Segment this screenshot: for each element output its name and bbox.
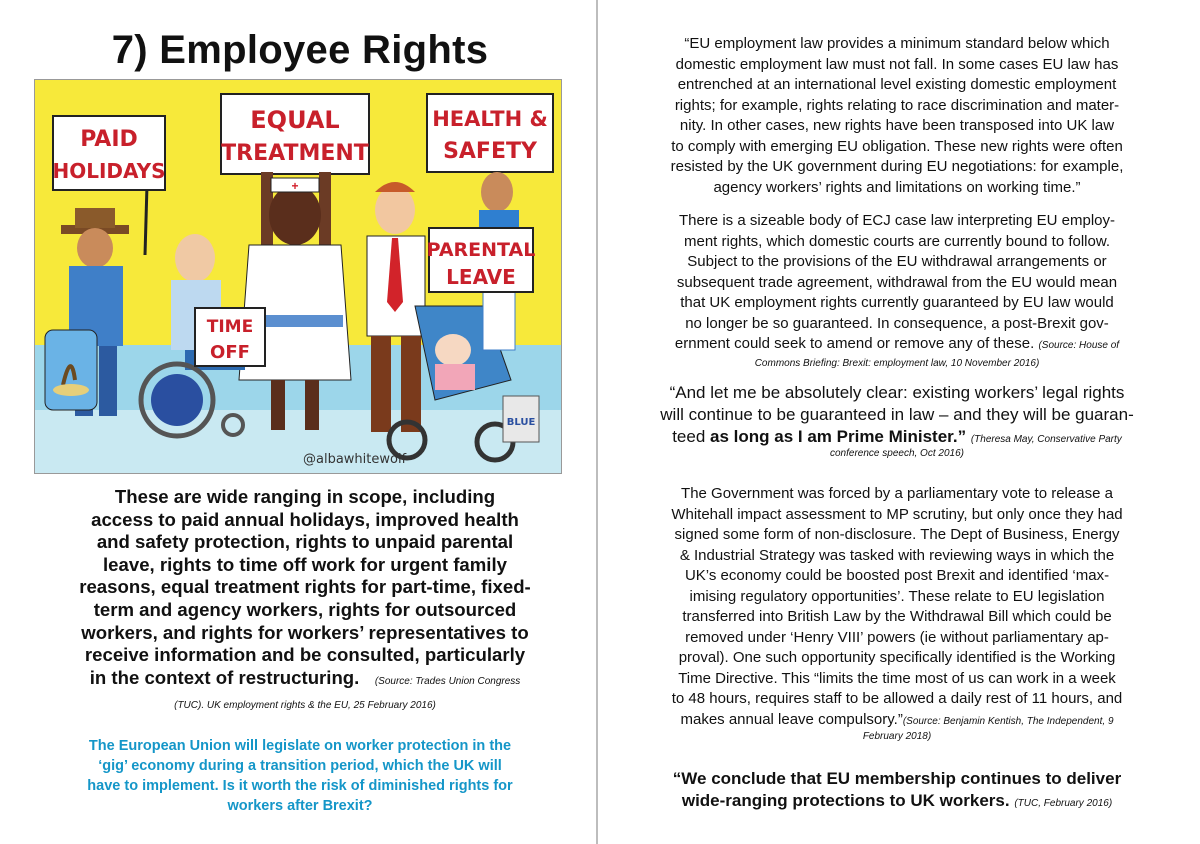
text-line: Whitehall impact assessment to MP scrutiny, but only once they had bbox=[671, 505, 1123, 523]
page-title: 7) Employee Rights bbox=[111, 28, 489, 72]
text-line: transferred into British Law by the Withdrawal Bill which could be bbox=[682, 608, 1112, 625]
text-line: as long as I am Prime Minister.” bbox=[710, 427, 967, 446]
commons-source-line2: Commons Briefing: Brexit: employment law, 10 November 2016) bbox=[754, 358, 1040, 369]
text-line: HOLIDAYS bbox=[52, 159, 166, 183]
left-source-line2: (TUC). UK employment rights & the EU, 25 February 2016) bbox=[174, 700, 436, 711]
text-line: reasons, equal treatment rights for part-time, fixed- bbox=[79, 576, 531, 598]
left-question bbox=[38, 736, 562, 816]
text-line: removed under ‘Henry VIII’ powers (ie without parliamentary ap- bbox=[685, 628, 1109, 646]
whitehall-assessment-paragraph bbox=[622, 484, 1172, 732]
text-line: OFF bbox=[210, 342, 250, 363]
paint-tin bbox=[503, 396, 539, 442]
text-line: EQUAL bbox=[250, 106, 340, 134]
text-line: Time Directive. This “limits the time most of us can work in a week bbox=[678, 669, 1116, 687]
tuc-source: (TUC, February 2016) bbox=[1014, 798, 1113, 809]
text-line: teed bbox=[672, 427, 706, 446]
text-line: ernment could seek to amend or remove any of these. bbox=[674, 335, 1035, 352]
text-line: in the context of restructuring. bbox=[89, 666, 360, 688]
text-line: These are wide ranging in scope, including bbox=[114, 486, 496, 507]
text-line: workers, and rights for workers’ representatives to bbox=[81, 621, 529, 643]
text-line: “EU employment law provides a minimum standard below which bbox=[684, 35, 1110, 52]
text-line: UK’s economy could be boosted post Brexit and identified ‘max- bbox=[684, 567, 1110, 584]
text-line: PARENTAL bbox=[426, 239, 536, 261]
text-line: domestic employment law must not fall. In some cases EU law has bbox=[675, 55, 1119, 73]
text-line: proval). One such opportunity specifically identified is the Working bbox=[678, 649, 1116, 666]
text-line: LEAVE bbox=[446, 265, 516, 289]
text-line: There is a sizeable body of ECJ case law interpreting EU employ- bbox=[678, 212, 1116, 229]
text-line: entrenched at an international level existing domestic employment bbox=[677, 76, 1117, 93]
text-line: subsequent trade agreement, withdrawal from the EU would mean bbox=[676, 273, 1118, 291]
text-line: SAFETY bbox=[443, 139, 537, 164]
eu-law-quote bbox=[622, 34, 1172, 198]
text-line: ‘gig’ economy during a transition period, which the UK will bbox=[98, 758, 502, 774]
text-line: to comply with emerging EU obligation. These new rights were often bbox=[671, 137, 1123, 155]
may-source-line2: conference speech, Oct 2016) bbox=[830, 448, 964, 459]
text-line: TIME bbox=[206, 317, 254, 337]
independent-source-inline: (Source: Benjamin Kentish, The Independent, 9 bbox=[902, 715, 1114, 727]
text-line: The European Union will legislate on worker protection in the bbox=[88, 738, 512, 754]
text-line: nity. In other cases, new rights have been transposed into UK law bbox=[679, 117, 1115, 134]
text-line: BLUE bbox=[506, 417, 536, 428]
text-line: signed some form of non-disclosure. The Dept of Business, Energy bbox=[674, 526, 1120, 543]
text-line: “And let me be absolutely clear: existing workers’ legal rights bbox=[669, 383, 1125, 402]
text-line: no longer be so guaranteed. In consequence, a post-Brexit gov- bbox=[685, 314, 1109, 332]
ecj-case-law-paragraph bbox=[622, 211, 1172, 357]
text-line: “We conclude that EU membership continues to deliver bbox=[672, 769, 1122, 788]
text-line: Subject to the provisions of the EU withdrawal arrangements or bbox=[687, 253, 1107, 270]
left-source-inline: (Source: Trades Union Congress bbox=[374, 675, 521, 687]
employee-rights-illustration bbox=[34, 79, 562, 474]
tuc-conclusion-quote bbox=[622, 768, 1172, 815]
text-line: have to implement. Is it worth the risk of diminished rights for bbox=[87, 778, 513, 794]
text-line: & Industrial Strategy was tasked with reviewing ways in which the bbox=[679, 546, 1115, 564]
text-line: resisted by the UK government during EU negotiations: for example, bbox=[670, 158, 1124, 175]
text-line: rights; for example, rights relating to race discrimination and mater- bbox=[674, 96, 1120, 114]
sign-equal-treatment bbox=[221, 94, 369, 174]
text-line: receive information and be consulted, particularly bbox=[84, 644, 526, 666]
text-line: to 48 hours, requires staff to be allowed a daily rest of 11 hours, and bbox=[671, 690, 1123, 707]
text-line: HEALTH & bbox=[432, 107, 548, 131]
text-line: imising regulatory opportunities’. These relate to EU legislation bbox=[689, 587, 1105, 605]
theresa-may-quote bbox=[622, 382, 1172, 451]
text-line: workers after Brexit? bbox=[227, 798, 373, 814]
text-line: access to paid annual holidays, improved health bbox=[91, 508, 519, 530]
independent-source-line2: February 2018) bbox=[862, 731, 932, 742]
commons-source-inline: (Source: House of bbox=[1038, 340, 1120, 351]
text-line: agency workers’ rights and limitations on working time.” bbox=[713, 178, 1081, 196]
text-line: and safety protection, rights to unpaid parental bbox=[96, 531, 514, 553]
text-line: PAID bbox=[80, 127, 138, 152]
text-line: will continue to be guaranteed in law – and they will be guaran- bbox=[660, 405, 1134, 424]
page-divider bbox=[596, 0, 598, 844]
text-line: that UK employment rights currently guaranteed by EU law would bbox=[680, 294, 1114, 311]
artist-signature: @albawhitewolf bbox=[303, 452, 407, 467]
text-line: term and agency workers, rights for outsourced bbox=[93, 598, 517, 620]
text-line: The Government was forced by a parliamentary vote to release a bbox=[681, 485, 1113, 502]
left-paragraph bbox=[50, 486, 560, 693]
sign-health-safety bbox=[427, 94, 553, 172]
text-line: ment rights, which domestic courts are currently bound to follow. bbox=[683, 232, 1111, 250]
svg-text:+: + bbox=[291, 179, 299, 193]
text-line: makes annual leave compulsory.” bbox=[680, 710, 903, 728]
text-line: leave, rights to time off work for urgent family bbox=[103, 553, 507, 575]
text-line: TREATMENT bbox=[221, 141, 369, 166]
may-source-inline: (Theresa May, Conservative Party bbox=[970, 434, 1122, 445]
text-line: wide-ranging protections to UK workers. bbox=[681, 791, 1010, 810]
